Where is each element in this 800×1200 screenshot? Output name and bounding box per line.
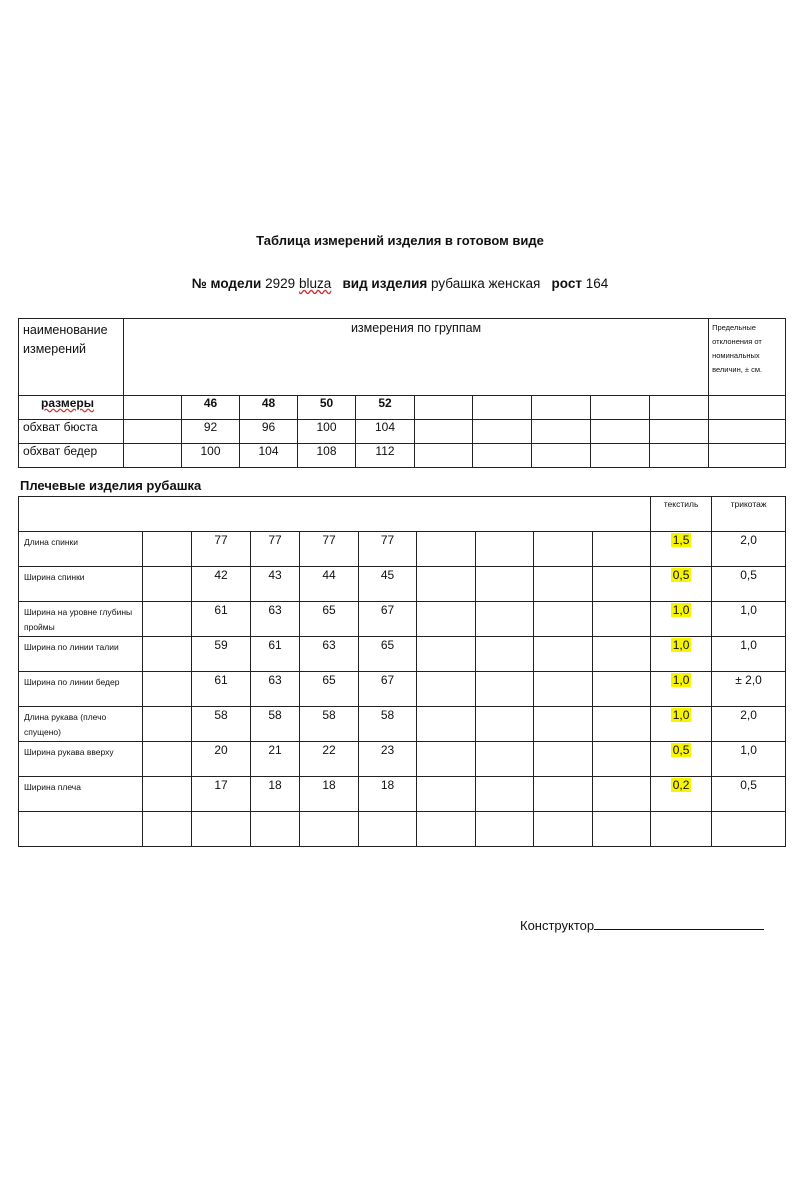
table-row (19, 420, 786, 444)
value-cell: 44 (300, 567, 359, 602)
value-cell: 23 (359, 742, 417, 777)
value-cell: 63 (251, 672, 300, 707)
sizes-row (19, 396, 786, 420)
textile-tolerance (651, 637, 712, 672)
model-number: 2929 (265, 276, 296, 291)
value-cell: 77 (192, 532, 251, 567)
empty-cell (417, 532, 476, 567)
value-cell: 108 (298, 444, 356, 468)
measurement-name: Длина спинки (19, 532, 143, 567)
height-value: 164 (585, 276, 609, 291)
knit-tolerance: ± 2,0 (712, 672, 786, 707)
section-title: Плечевые изделия рубашка (20, 478, 202, 493)
value-cell: 77 (300, 532, 359, 567)
textile-tolerance (651, 777, 712, 812)
empty-cell (476, 707, 534, 742)
table-row (19, 742, 786, 777)
value-cell: 58 (251, 707, 300, 742)
value-cell: 61 (251, 637, 300, 672)
empty-cell (593, 567, 651, 602)
textile-tolerance (651, 672, 712, 707)
value-cell: 104 (240, 444, 298, 468)
value-cell: 61 (192, 672, 251, 707)
table-row (19, 444, 786, 468)
empty-cell (143, 637, 192, 672)
signature-label: Конструктор (520, 918, 595, 933)
value-cell: 63 (251, 602, 300, 637)
value-cell: 65 (359, 637, 417, 672)
empty-cell (534, 637, 593, 672)
empty-cell (476, 637, 534, 672)
model-label: № модели (191, 276, 262, 291)
value-cell: 45 (359, 567, 417, 602)
measurement-name: Ширина по линии талии (19, 637, 143, 672)
size-cell: 50 (298, 396, 356, 420)
value-cell: 42 (192, 567, 251, 602)
empty-cell (534, 777, 593, 812)
value-cell: 65 (300, 602, 359, 637)
header-deviation: Предельные отклонения от номинальных величин, ± см. (709, 319, 786, 396)
type-label: вид изделия (342, 276, 428, 291)
measurement-name: Ширина спинки (19, 567, 143, 602)
type-value: рубашка женская (431, 276, 541, 291)
column-header-knit: трикотаж (712, 497, 786, 532)
value-cell: 61 (192, 602, 251, 637)
value-cell: 92 (182, 420, 240, 444)
empty-cell (476, 567, 534, 602)
table-row (19, 707, 786, 742)
value-cell: 96 (240, 420, 298, 444)
value-cell: 112 (356, 444, 415, 468)
textile-tolerance (651, 567, 712, 602)
value-cell: 63 (300, 637, 359, 672)
empty-cell (534, 602, 593, 637)
empty-cell (534, 532, 593, 567)
table-row (19, 602, 786, 637)
value-cell: 43 (251, 567, 300, 602)
empty-cell (593, 672, 651, 707)
value-cell: 20 (192, 742, 251, 777)
empty-cell (417, 777, 476, 812)
value-cell: 58 (192, 707, 251, 742)
value-cell: 18 (359, 777, 417, 812)
model-info-line (0, 276, 800, 291)
size-cell: 46 (182, 396, 240, 420)
empty-cell (593, 637, 651, 672)
empty-cell (534, 707, 593, 742)
table-row (19, 532, 786, 567)
knit-tolerance: 0,5 (712, 777, 786, 812)
value-cell: 22 (300, 742, 359, 777)
empty-cell (534, 742, 593, 777)
empty-cell (417, 567, 476, 602)
column-header-textile: текстиль (651, 497, 712, 532)
empty-cell (534, 672, 593, 707)
empty-cell (417, 672, 476, 707)
textile-tolerance-value: 0,5 (672, 568, 690, 582)
empty-cell (143, 707, 192, 742)
measurement-name: Длина рукава (плечо спущено) (19, 707, 143, 742)
header-measurement-name: наименование измерений (19, 319, 124, 396)
knit-tolerance: 2,0 (712, 707, 786, 742)
empty-cell (417, 742, 476, 777)
shoulder-garments-table (18, 496, 786, 847)
textile-tolerance (651, 602, 712, 637)
model-code: bluza (298, 276, 332, 291)
textile-tolerance (651, 532, 712, 567)
empty-cell (476, 742, 534, 777)
empty-cell (417, 707, 476, 742)
empty-cell (593, 602, 651, 637)
knit-tolerance: 2,0 (712, 532, 786, 567)
knit-tolerance: 1,0 (712, 742, 786, 777)
table-row (19, 777, 786, 812)
empty-cell (143, 532, 192, 567)
textile-tolerance-value: 0,5 (672, 743, 690, 757)
header-measurement-groups: измерения по группам (124, 319, 709, 396)
table-row (19, 672, 786, 707)
empty-cell (476, 777, 534, 812)
measurement-name: Ширина рукава вверху (19, 742, 143, 777)
table-row (19, 637, 786, 672)
textile-tolerance-value: 1,5 (672, 533, 690, 547)
value-cell: 18 (251, 777, 300, 812)
knit-tolerance: 0,5 (712, 567, 786, 602)
value-cell: 17 (192, 777, 251, 812)
value-cell: 67 (359, 672, 417, 707)
empty-cell (143, 672, 192, 707)
knit-tolerance: 1,0 (712, 637, 786, 672)
empty-cell (476, 532, 534, 567)
empty-cell (593, 532, 651, 567)
value-cell: 67 (359, 602, 417, 637)
value-cell: 100 (182, 444, 240, 468)
value-cell: 77 (251, 532, 300, 567)
textile-tolerance-value: 0,2 (672, 778, 690, 792)
empty-cell (143, 777, 192, 812)
empty-cell (143, 567, 192, 602)
value-cell: 21 (251, 742, 300, 777)
textile-tolerance (651, 742, 712, 777)
size-groups-table (18, 318, 786, 468)
empty-cell (476, 672, 534, 707)
value-cell: 65 (300, 672, 359, 707)
textile-tolerance-value: 1,0 (672, 603, 690, 617)
empty-row (19, 812, 786, 847)
empty-cell (143, 742, 192, 777)
value-cell: 58 (300, 707, 359, 742)
value-cell: 59 (192, 637, 251, 672)
textile-tolerance (651, 707, 712, 742)
textile-tolerance-value: 1,0 (672, 638, 690, 652)
empty-cell (143, 602, 192, 637)
table-row (19, 567, 786, 602)
height-label: рост (551, 276, 582, 291)
value-cell: 100 (298, 420, 356, 444)
value-cell: 58 (359, 707, 417, 742)
measurement-name: Ширина по линии бедер (19, 672, 143, 707)
document-title: Таблица измерений изделия в готовом виде (256, 233, 544, 248)
size-cell: 52 (356, 396, 415, 420)
sizes-label: размеры (19, 396, 124, 420)
empty-cell (593, 777, 651, 812)
empty-cell (593, 707, 651, 742)
measurement-name: Ширина на уровне глубины проймы (19, 602, 143, 637)
knit-tolerance: 1,0 (712, 602, 786, 637)
row-label: обхват бедер (19, 444, 124, 468)
empty-cell (593, 742, 651, 777)
textile-tolerance-value: 1,0 (672, 673, 690, 687)
value-cell: 104 (356, 420, 415, 444)
table-header-row (19, 497, 786, 532)
measurement-name: Ширина плеча (19, 777, 143, 812)
value-cell: 77 (359, 532, 417, 567)
empty-cell (417, 602, 476, 637)
empty-cell (417, 637, 476, 672)
size-cell: 48 (240, 396, 298, 420)
textile-tolerance-value: 1,0 (672, 708, 690, 722)
value-cell: 18 (300, 777, 359, 812)
empty-cell (534, 567, 593, 602)
signature-block (520, 918, 764, 933)
signature-line (594, 918, 764, 930)
empty-cell (476, 602, 534, 637)
row-label: обхват бюста (19, 420, 124, 444)
